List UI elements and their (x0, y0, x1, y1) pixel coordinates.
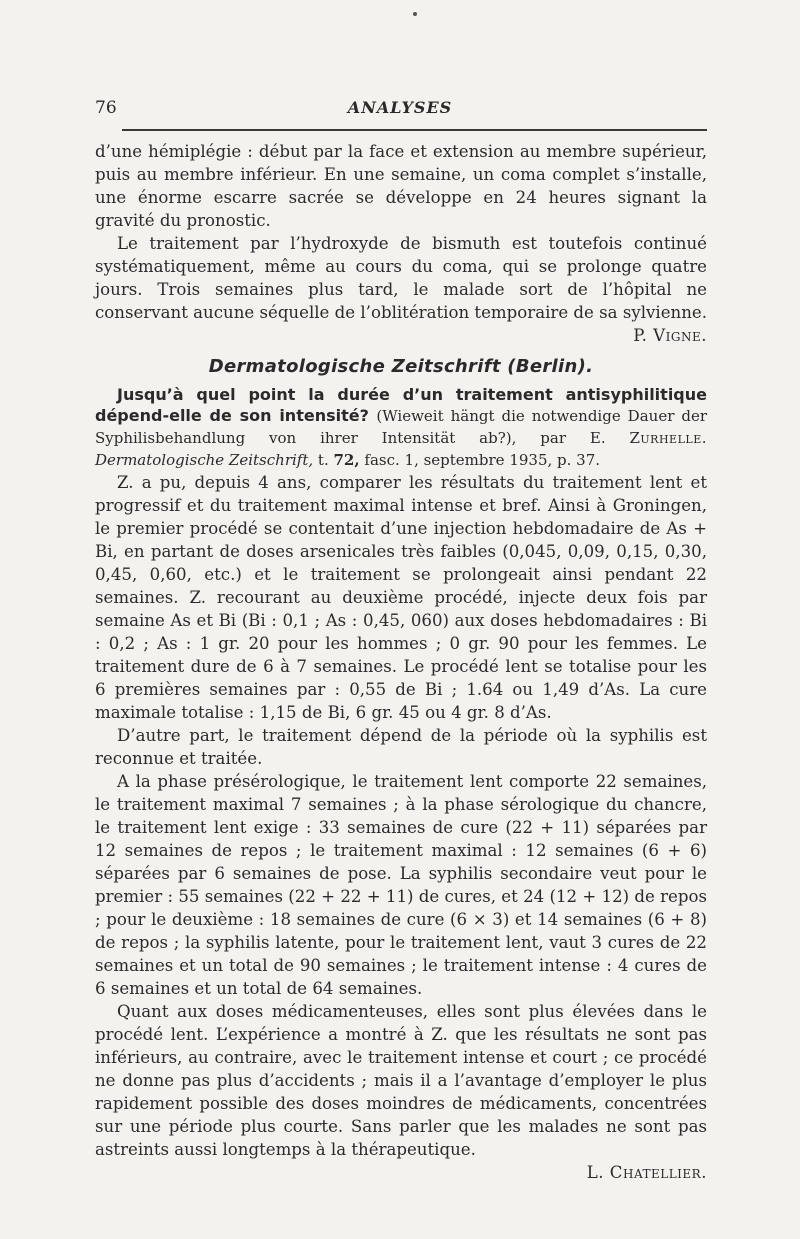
running-title: ANALYSES (347, 98, 453, 117)
page-header (95, 98, 705, 122)
journal-heading: Dermatologische Zeitschrift (Berlin). (208, 356, 594, 377)
article-paragraph: D’autre part, le traitement dépend de la période où la syphilis est reconnue et traitée. (95, 726, 707, 768)
article-title: Jusqu’à quel point la durée d’un traitement antisyphilitique dépend-elle de son intensité? (95, 385, 707, 425)
print-speck (413, 12, 417, 16)
article-reference: (Wieweit hängt die notwendige Dauer der Syphilisbehandlung von ihrer Intensität ab?), par E. Zurhelle. Dermatologische Zeitschrift, t. 72, fasc. 1, septembre 1935, p. 37. (95, 407, 707, 469)
continuation-paragraph: Le traitement par l’hydroxyde de bismuth est toutefois continué systématiquement, même au cours du coma, qui se prolonge quatre jours. Trois semaines plus tard, le malade sort de l’hôpital ne conservant aucune séquelle de l’oblitération temporaire de sa sylvienne. (95, 234, 707, 322)
body-text (95, 140, 707, 1184)
article-paragraph: Z. a pu, depuis 4 ans, comparer les résultats du traitement lent et progressif et du traitement maximal intense et bref. Ainsi à Groningen, le premier procédé se contentait d’une injection hebdomadaire de As + Bi, en partant de doses arsenicales très faibles (0,045, 0,09, 0,15, 0,30, 0,45, 0,60, etc.) et le traitement se prolongeait ainsi pendant 22 semaines. Z. recourant au deuxième procédé, injecte deux fois par semaine As et Bi (Bi : 0,1 ; As : 0,45, 060) aux doses hebdomadaires : Bi : 0,2 ; As : 1 gr. 20 pour les hommes ; 0 gr. 90 pour les femmes. Le traitement dure de 6 à 7 semaines. Le procédé lent se totalise pour les 6 premières semaines par : 0,55 de Bi ; 1.64 ou 1,49 d’As. La cure maximale totalise : 1,15 de Bi, 6 gr. 45 ou 4 gr. 8 d’As. (95, 473, 707, 722)
article-heading (95, 384, 707, 471)
signature-vigne: P. Vigne. (633, 326, 707, 345)
continuation-paragraph: d’une hémiplégie : début par la face et extension au membre supérieur, puis au membre inférieur. En une semaine, un coma complet s’installe, une énorme escarre sacrée se développe en 24 heures signant la gravité du pronostic. (95, 142, 707, 230)
article-journal: Dermatologische Zeitschrift, (95, 451, 314, 469)
article-paragraph: Quant aux doses médicamenteuses, elles sont plus élevées dans le procédé lent. L’expérience a montré à Z. que les résultats ne sont pas inférieurs, au contraire, avec le traitement intense et court ; ce procédé ne donne pas plus d’accidents ; mais il a l’avantage d’employer le plus rapidement possible des doses moindres de médicaments, concentrées sur une période plus courte. Sans parler que les malades ne sont pas astreints aussi longtemps à la thérapeutique. (95, 1002, 707, 1159)
signature-chatellier: L. Chatellier. (586, 1163, 707, 1182)
header-rule (122, 129, 707, 131)
article-author: Zurhelle. (629, 429, 707, 447)
page-number: 76 (95, 98, 117, 118)
article-paragraph: A la phase présérologique, le traitement lent comporte 22 semaines, le traitement maximal 7 semaines ; à la phase sérologique du chancre, le traitement lent exige : 33 semaines de cure (22 + 11) séparées par 12 semaines de repos ; le traitement maximal : 12 semaines (6 + 6) séparées par 6 semaines de pose. La syphilis secondaire veut pour le premier : 55 semaines (22 + 22 + 11) de cures, et 24 (12 + 12) de repos ; pour le deuxième : 18 semaines de cure (6 × 3) et 14 semaines (6 + 8) de repos ; la syphilis latente, pour le traitement lent, vaut 3 cures de 22 semaines et un total de 90 semaines ; le traitement intense : 4 cures de 6 semaines et un total de 64 semaines. (95, 772, 707, 998)
